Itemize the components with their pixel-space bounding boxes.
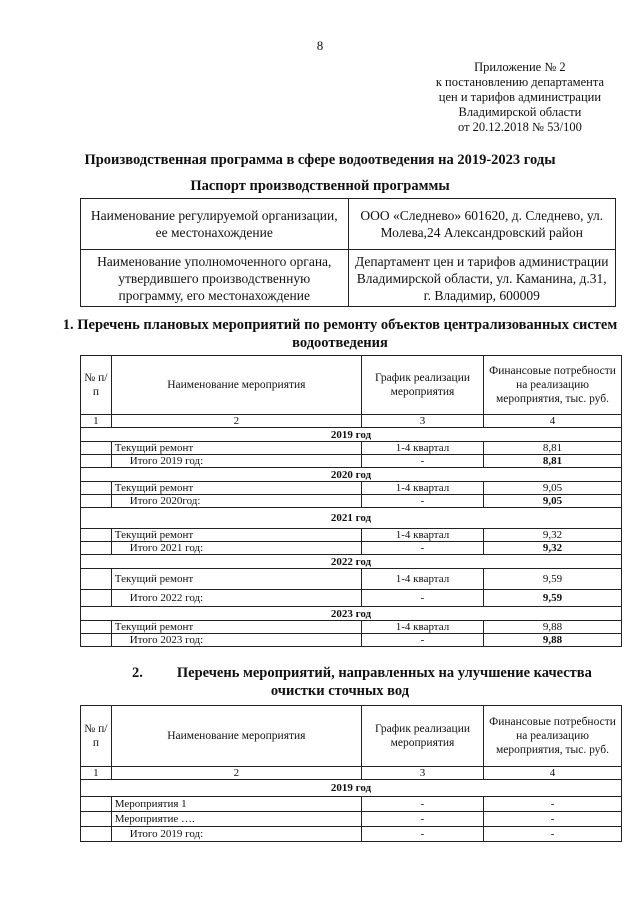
appendix-line: цен и тарифов администрации [438, 90, 602, 104]
cell-schedule: 1-4 квартал [361, 569, 483, 590]
total-label: Итого 2020год: [111, 495, 361, 508]
year-row [81, 555, 622, 569]
total-schedule: - [361, 542, 483, 555]
table-row [81, 482, 622, 495]
cell-name: Текущий ремонт [111, 482, 361, 495]
table-row [81, 569, 622, 590]
table-row [81, 529, 622, 542]
cell-schedule: - [361, 812, 483, 827]
cell-num [81, 495, 112, 508]
total-value: 9,88 [484, 634, 622, 647]
cell-name: Текущий ремонт [111, 529, 361, 542]
year-row [81, 508, 622, 529]
table-row [81, 812, 622, 827]
cell-num [81, 590, 112, 607]
total-row [81, 542, 622, 555]
cell-schedule: 1-4 квартал [361, 482, 483, 495]
cell-num [81, 812, 112, 827]
column-number-row [81, 767, 622, 780]
cell-num [81, 797, 112, 812]
table-header-row [81, 706, 622, 767]
header-schedule: График реализации мероприятия [361, 356, 483, 415]
total-row [81, 827, 622, 842]
col-number: 4 [484, 415, 622, 428]
total-value: - [484, 827, 622, 842]
cell-name: Мероприятие …. [111, 812, 361, 827]
table-row [81, 797, 622, 812]
passport-table [80, 198, 616, 307]
passport-label: Наименование уполномоченного органа, утвердившего производственную программу, его местонахождение [81, 250, 349, 307]
section2-number: 2. [132, 665, 143, 681]
col-number: 2 [111, 415, 361, 428]
cell-num [81, 542, 112, 555]
total-schedule: - [361, 634, 483, 647]
cell-num [81, 569, 112, 590]
total-value: 9,59 [484, 590, 622, 607]
header-finance: Финансовые потребности на реализацию мероприятия, тыс. руб. [484, 356, 622, 415]
passport-title: Паспорт производственной программы [190, 178, 450, 194]
passport-value: Департамент цен и тарифов администрации Владимирской области, ул. Каманина, д.31, г. Владимир, 600009 [348, 250, 616, 307]
cell-num [81, 442, 112, 455]
total-label: Итого 2021 год: [111, 542, 361, 555]
cell-value: 9,88 [484, 621, 622, 634]
cell-schedule: 1-4 квартал [361, 529, 483, 542]
passport-value: ООО «Следнево» 601620, д. Следнево, ул. Молева,24 Александровский район [348, 199, 616, 250]
header-name: Наименование мероприятия [111, 706, 361, 767]
table-row [81, 621, 622, 634]
total-value: 9,32 [484, 542, 622, 555]
total-row [81, 495, 622, 508]
cell-name: Текущий ремонт [111, 621, 361, 634]
total-label: Итого 2022 год: [111, 590, 361, 607]
table-header-row [81, 356, 622, 415]
total-label: Итого 2023 год: [111, 634, 361, 647]
passport-row [81, 250, 616, 307]
appendix-line: к постановлению департамента [435, 75, 604, 89]
page-number: 8 [316, 38, 324, 53]
cell-value: 9,59 [484, 569, 622, 590]
header-num: № п/п [81, 706, 112, 767]
cell-num [81, 455, 112, 468]
header-name: Наименование мероприятия [111, 356, 361, 415]
header-schedule: График реализации мероприятия [361, 706, 483, 767]
cell-num [81, 529, 112, 542]
year-label: 2020 год [81, 468, 622, 482]
cell-value: - [484, 812, 622, 827]
total-label: Итого 2019 год: [111, 827, 361, 842]
section2-title [60, 664, 620, 700]
document-title: Производственная программа в сфере водоотведения на 2019-2023 годы [84, 152, 556, 168]
cell-schedule: 1-4 квартал [361, 442, 483, 455]
cell-num [81, 634, 112, 647]
cell-value: 9,05 [484, 482, 622, 495]
col-number: 3 [361, 415, 483, 428]
year-label: 2019 год [81, 428, 622, 442]
cell-num [81, 621, 112, 634]
appendix-line: от 20.12.2018 № 53/100 [458, 120, 582, 134]
year-row [81, 468, 622, 482]
col-number: 1 [81, 415, 112, 428]
appendix-line: Приложение № 2 [474, 60, 566, 74]
total-label: Итого 2019 год: [111, 455, 361, 468]
year-row [81, 607, 622, 621]
cell-schedule: - [361, 797, 483, 812]
total-schedule: - [361, 455, 483, 468]
passport-row [81, 199, 616, 250]
section2-table [80, 705, 622, 842]
col-number: 2 [111, 767, 361, 780]
col-number: 3 [361, 767, 483, 780]
appendix-line: Владимирской области [458, 105, 582, 119]
year-label: 2023 год [81, 607, 622, 621]
total-value: 8,81 [484, 455, 622, 468]
total-row [81, 634, 622, 647]
year-label: 2019 год [81, 780, 622, 797]
col-number: 4 [484, 767, 622, 780]
cell-value: - [484, 797, 622, 812]
total-schedule: - [361, 827, 483, 842]
header-finance: Финансовые потребности на реализацию мероприятия, тыс. руб. [484, 706, 622, 767]
total-row [81, 455, 622, 468]
year-label: 2021 год [81, 508, 622, 529]
cell-value: 9,32 [484, 529, 622, 542]
cell-name: Текущий ремонт [111, 442, 361, 455]
col-number: 1 [81, 767, 112, 780]
total-row [81, 590, 622, 607]
column-number-row [81, 415, 622, 428]
year-row [81, 428, 622, 442]
section1-table [80, 355, 622, 647]
appendix-note [436, 60, 604, 135]
passport-label: Наименование регулируемой организации, ее местонахождение [81, 199, 349, 250]
section2-title-line2: очистки сточных вод [270, 683, 410, 699]
section2-title-text: Перечень мероприятий, направленных на улучшение качества [176, 665, 592, 681]
section2-title-line1 [60, 664, 620, 682]
year-label: 2022 год [81, 555, 622, 569]
table-row [81, 442, 622, 455]
cell-name: Текущий ремонт [111, 569, 361, 590]
header-num: № п/п [81, 356, 112, 415]
cell-num [81, 482, 112, 495]
total-value: 9,05 [484, 495, 622, 508]
cell-num [81, 827, 112, 842]
year-row [81, 780, 622, 797]
cell-schedule: 1-4 квартал [361, 621, 483, 634]
cell-name: Мероприятия 1 [111, 797, 361, 812]
cell-value: 8,81 [484, 442, 622, 455]
total-schedule: - [361, 590, 483, 607]
total-schedule: - [361, 495, 483, 508]
section1-title: 1. Перечень плановых мероприятий по ремонту объектов централизованных систем водоотведения [62, 317, 618, 351]
